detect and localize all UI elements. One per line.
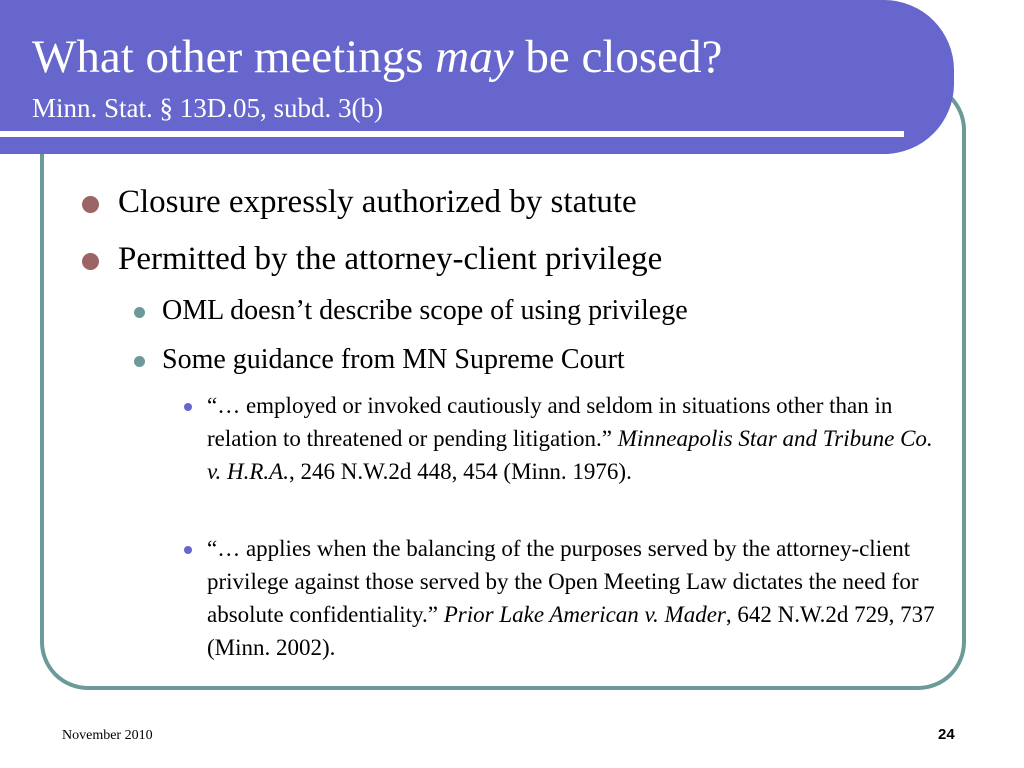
sub-bullet-text: OML doesn’t describe scope of using privilege bbox=[162, 295, 688, 326]
bullet-text: Permitted by the attorney-client privilege bbox=[118, 241, 663, 277]
title-text-start: What other meetings bbox=[32, 31, 436, 83]
sub-bullet-text: Some guidance from MN Supreme Court bbox=[162, 344, 625, 375]
case-citation: , 642 N.W.2d 729, 737 (Minn. 2002). bbox=[207, 602, 935, 660]
quote-item bbox=[207, 532, 947, 664]
sub-bullet-dot-icon bbox=[134, 356, 145, 367]
quote-text: “… applies when the balancing of the purposes served by the attorney-client privilege against those served by the Open Meeting Law dictates the need for absolute confidentiality.” bbox=[207, 536, 919, 627]
sub-bullet-item bbox=[162, 295, 688, 327]
sub-bullet-item bbox=[162, 344, 625, 376]
case-name: Prior Lake American v. Mader bbox=[443, 602, 726, 627]
title-text-end: be closed? bbox=[513, 31, 723, 83]
quote-text: “… employed or invoked cautiously and seldom in situations other than in relation to threatened or pending litigation.” bbox=[207, 393, 893, 451]
title-emphasis: may bbox=[435, 31, 514, 83]
page-number: 24 bbox=[938, 726, 955, 743]
footer-date: November 2010 bbox=[62, 728, 153, 743]
bullet-item bbox=[118, 184, 637, 220]
bullet-dot-icon bbox=[82, 196, 99, 213]
bullet-item bbox=[118, 241, 662, 277]
sub-bullet-dot-icon bbox=[134, 307, 145, 318]
case-name: Minneapolis Star and Tribune Co. v. H.R.A. bbox=[207, 426, 933, 484]
case-citation: , 246 N.W.2d 448, 454 (Minn. 1976). bbox=[288, 459, 632, 484]
bullet-dot-icon bbox=[82, 253, 99, 270]
quote-item bbox=[207, 389, 947, 488]
quote-bullet-dot-icon bbox=[184, 546, 192, 554]
bullet-text: Closure expressly authorized by statute bbox=[118, 184, 637, 220]
quote-bullet-dot-icon bbox=[184, 403, 192, 411]
slide-subtitle: Minn. Stat. § 13D.05, subd. 3(b) bbox=[32, 93, 383, 123]
